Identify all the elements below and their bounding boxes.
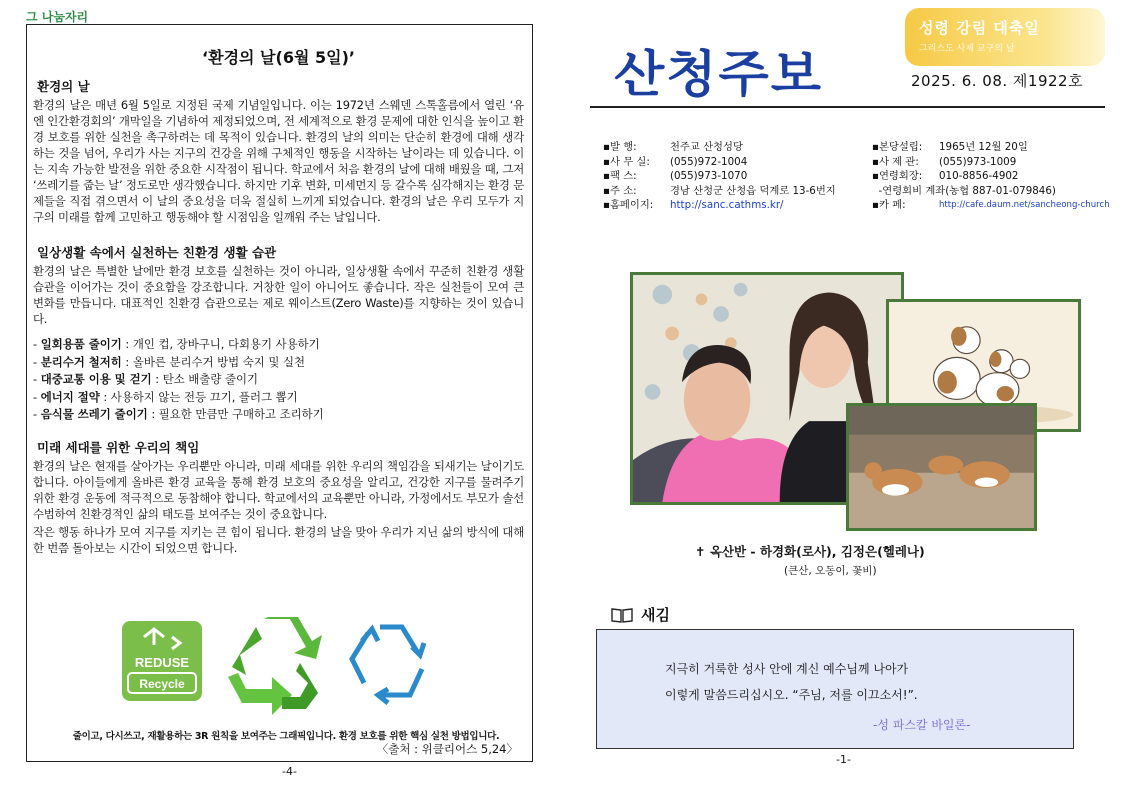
page-number-right: -1-	[836, 753, 851, 766]
feast-subtitle: 그리스도 사제 교구의 날	[919, 44, 1015, 54]
source-citation: 〈출처 : 위클리어스 5,24〉	[376, 742, 518, 756]
feast-title: 성령 강림 대축일	[919, 19, 1040, 37]
blue-recycle-icon	[352, 627, 424, 703]
book-icon	[611, 607, 633, 623]
photo-subcaption: (큰산, 오동이, 꽃비)	[784, 565, 877, 577]
section-paragraph-1: 환경의 날은 매년 6월 5일로 지정된 국제 기념일입니다. 이는 1972년 스웨덴 스톡홀름에서 열린 ‘유엔 인간환경회의’ 개막일을 기념하여 제정되었으며, 전 세계적으로 환경 문제에 대한 인식을 높이고 환경 보호를 위한 실천을 촉구하려는 데 목적이 있습니다. 환경의 날의 의미는 단순히 환경에 대해 생각하는 것을 넘어, 우리가 사는 지구의 건강을 위해 구체적인 행동을 시작하는 날이라는 데 있습니다. 이는 지속 가능한 발전을 위한 중요한 시작점이 됩니다. 학교에서 처음 환경의 날에 대해 배웠을 때, 그저 ‘쓰레기를 줍는 날’ 정도로만 생각했습니다. 하지만 기후 변화, 미세먼지 등 갈수록 심각해지는 환경 문제들을 직접 겪으면서 이 날의 중요성을 더욱 절실히 느끼게 되었습니다. 환경의 날은 우리 모두가 지구의 미래를 함께 고민하고 행동해야 할 시점임을 일깨워 주는 날입니다.	[33, 98, 524, 224]
quote-author: -성 파스칼 바일론-	[873, 718, 971, 732]
info-row: ▪ 연령회장: 010-8856-4902	[872, 170, 1019, 183]
feast-banner	[905, 8, 1105, 66]
saegim-heading: 새김	[611, 604, 670, 625]
habit-list	[33, 336, 524, 424]
section-tag: 그 나눔자리	[26, 10, 89, 24]
section-paragraph-2: 환경의 날은 특별한 날에만 환경 보호를 실천하는 것이 아니라, 일상생활 속에서 꾸준히 친환경 생활 습관을 이어가는 것이 중요함을 강조합니다. 거창한 일이 아니어도 좋습니다. 작은 실천들이 모여 큰 변화를 만듭니다. 대표적인 친환경 습관으로는 제로 웨이스트(Zero Waste)를 지향하는 것이 있습니다.	[33, 264, 524, 326]
masthead-title: 산청주보	[614, 46, 823, 104]
section-paragraph-3b: 작은 행동 하나가 모여 지구를 지키는 큰 힘이 됩니다. 환경의 날을 맞아 우리가 지닌 삶의 방식에 대해 한 번쯤 돌아보는 시간이 되었으면 합니다.	[33, 524, 524, 555]
info-row: -연령회비 계좌(농협 887-01-079846)	[878, 184, 1056, 197]
quote-line-2: 이렇게 말씀드리십시오. “주님, 저를 이끄소서!”.	[665, 688, 918, 702]
list-item: - 일회용품 줄이기 : 개인 컵, 장바구니, 다회용기 사용하기	[33, 337, 320, 351]
info-row: ▪ 카 페: http://cafe.daum.net/sancheong-church	[872, 199, 1110, 212]
quote-line-1: 지극히 거룩한 성사 안에 계신 예수님께 나아가	[665, 662, 909, 676]
info-row: ▪ 주 소: 경남 산청군 산청읍 덕계로 13-6번지	[603, 184, 836, 197]
cafe-link[interactable]: http://cafe.daum.net/sancheong-church	[938, 200, 1110, 211]
green-recycle-icon	[228, 617, 322, 715]
info-row: ▪ 사 제 관: (055)973-1009	[872, 155, 1017, 168]
list-item: - 음식물 쓰레기 줄이기 : 필요한 만큼만 구매하고 조리하기	[33, 407, 324, 421]
list-item: - 에너지 절약 : 사용하지 않는 전등 끄기, 플러그 뽑기	[33, 389, 298, 404]
article-box	[26, 24, 533, 762]
dogs-photo	[846, 403, 1037, 531]
parish-info-left	[603, 140, 836, 213]
list-item: - 대중교통 이용 및 걷기 : 탄소 배출량 줄이기	[33, 372, 259, 386]
image-caption: 줄이고, 다시쓰고, 재활용하는 3R 원칙을 보여주는 그래픽입니다. 환경 보호를 위한 핵심 실천 방법입니다.	[72, 731, 500, 742]
page-number-left: -4-	[282, 765, 297, 778]
info-row: ▪ 발 행: 천주교 산청성당	[603, 141, 743, 153]
info-row: ▪ 본당설립: 1965년 12월 20일	[872, 141, 1028, 153]
list-item: - 분리수거 철저히 : 올바른 분리수거 방법 숙지 및 실천	[33, 354, 305, 369]
recycle-logos-image	[122, 615, 452, 715]
recycle-logo-text: Recycle	[139, 677, 185, 691]
info-row: ▪ 팩 스: (055)973-1070	[603, 170, 748, 183]
header-rule	[590, 106, 1105, 108]
issue-date: 2025. 6. 08. 제1922호	[911, 72, 1084, 90]
photo-caption: ✝ 옥산반 - 하경화(로사), 김정은(헬레나)	[695, 544, 925, 559]
section-paragraph-3: 환경의 날은 현재를 살아가는 우리뿐만 아니라, 미래 세대를 위한 우리의 책임감을 되새기는 날이기도 합니다. 아이들에게 올바른 환경 교육을 통해 환경 보호의 중요성을 알리고, 건강한 지구를 물려주기 위한 환경 운동에 적극적으로 동참해야 합니다. 학교에서의 교육뿐만 아니라, 가정에서도 부모가 솔선수범하여 친환경적인 삶의 태도를 보여주는 것이 중요합니다.	[33, 458, 524, 521]
section-heading-2: 일상생활 속에서 실천하는 친환경 생활 습관	[37, 245, 277, 260]
section-heading-1: 환경의 날	[37, 79, 90, 94]
parish-info-right	[872, 140, 1110, 213]
quote-box	[596, 629, 1074, 749]
info-row: ▪ 홈페이지: http://sanc.cathms.kr/	[603, 199, 784, 212]
reduse-logo-text: REDUSE	[134, 655, 190, 670]
section-heading-3: 미래 세대를 위한 우리의 책임	[37, 439, 200, 455]
homepage-link[interactable]: http://sanc.cathms.kr/	[669, 199, 784, 212]
info-row: ▪ 사 무 실: (055)972-1004	[603, 155, 748, 168]
article-title: ‘환경의 날(6월 5일)’	[202, 48, 355, 67]
cross-icon: ✝	[695, 544, 710, 559]
